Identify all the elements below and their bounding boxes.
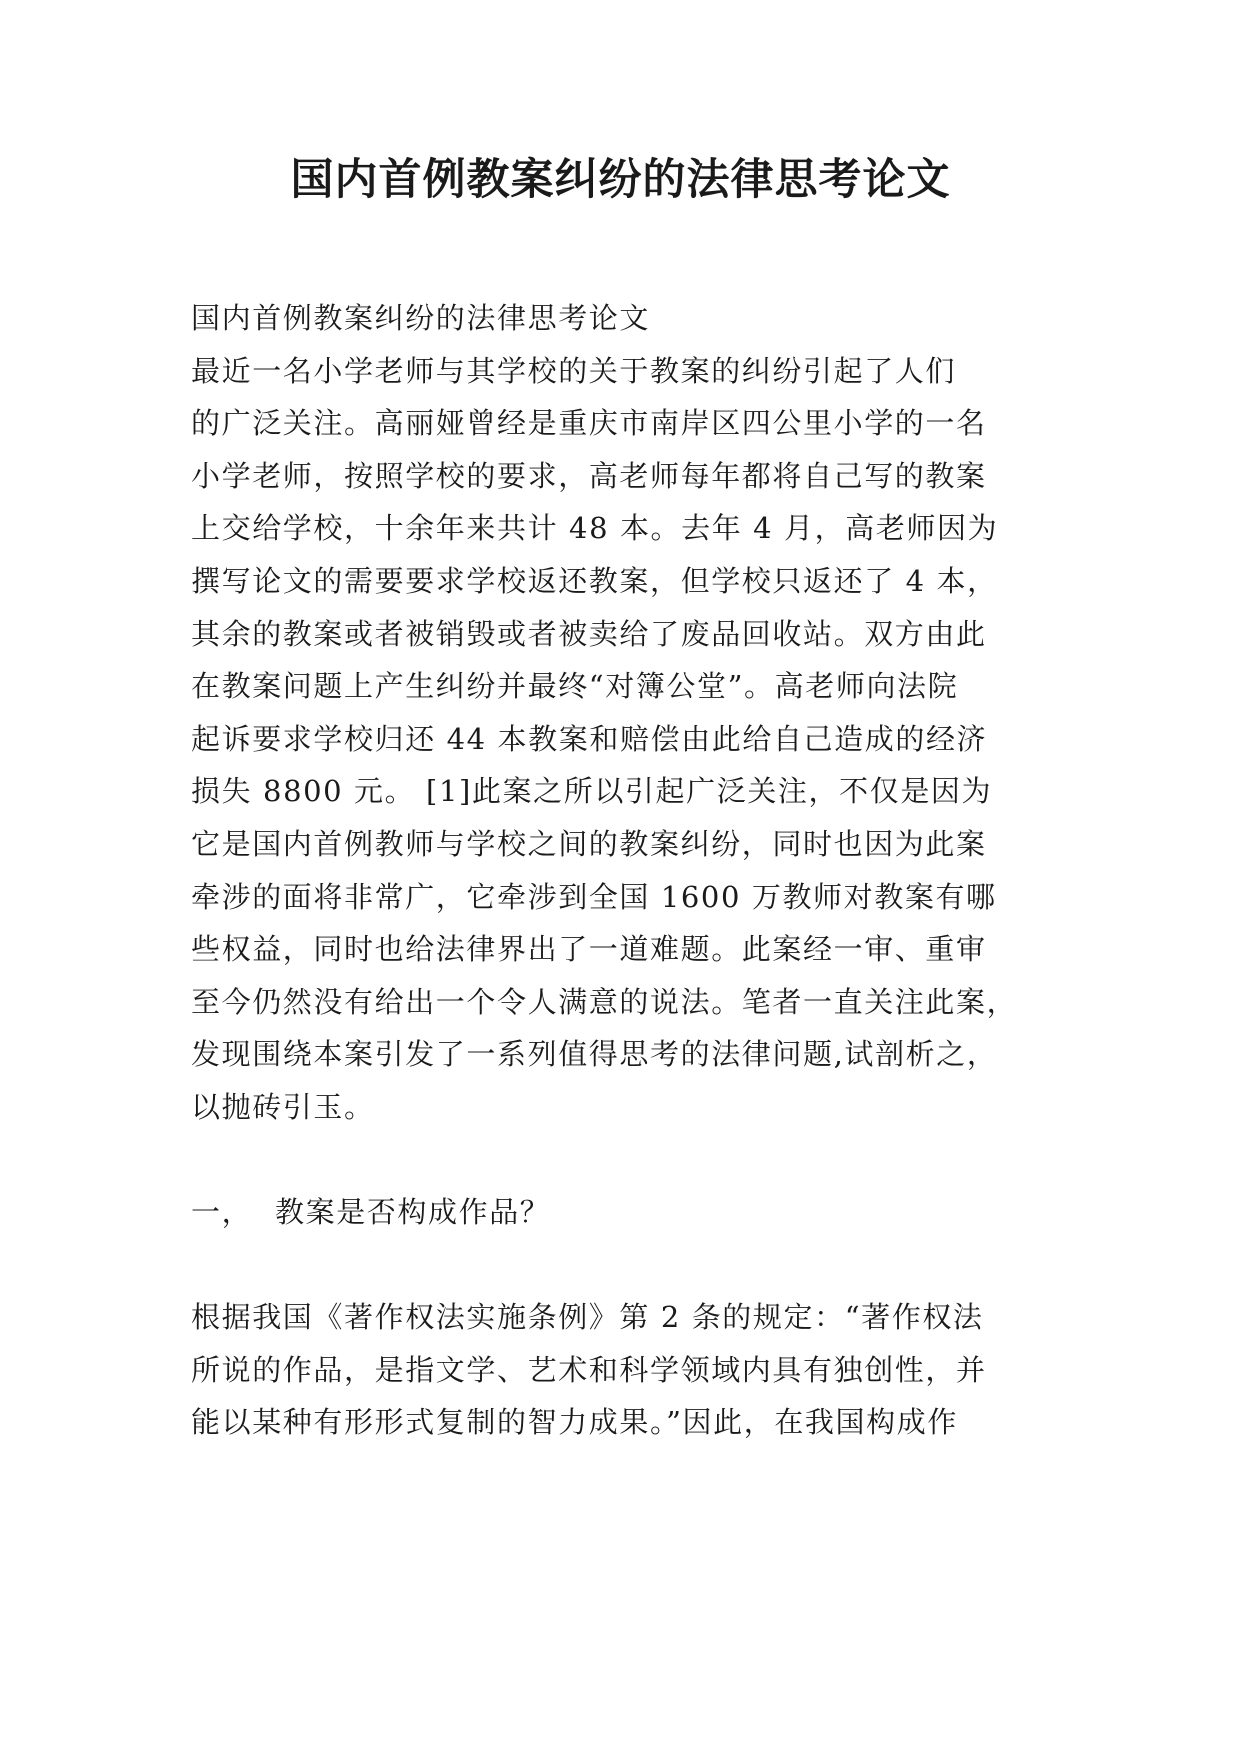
paragraph-line: 起诉要求学校归还 44 本教案和赔偿由此给自己造成的经济 — [191, 721, 988, 756]
intro-paragraph — [191, 345, 1071, 1134]
paragraph-line: 至今仍然没有给出一个令人满意的说法。笔者一直关注此案， — [191, 984, 1018, 1019]
section-number: 一， — [191, 1195, 253, 1230]
blank-line — [191, 1134, 1071, 1187]
paragraph-line: 小学老师，按照学校的要求，高老师每年都将自己写的教案 — [191, 458, 987, 493]
paragraph-line: 在教案问题上产生纠纷并最终“对簿公堂”。高老师向法院 — [191, 669, 959, 704]
section-heading-text: 教案是否构成作品？ — [275, 1195, 551, 1230]
paragraph-line: 其余的教案或者被销毁或者被卖给了废品回收站。双方由此 — [191, 616, 987, 651]
paragraph-line: 最近一名小学老师与其学校的关于教案的纠纷引起了人们 — [191, 353, 957, 388]
paragraph-line: 根据我国《著作权法实施条例》第 2 条的规定：“著作权法 — [191, 1300, 984, 1335]
subtitle-line: 国内首例教案纠纷的法律思考论文 — [191, 301, 651, 335]
paragraph-line: 牵涉的面将非常广，它牵涉到全国 1600 万教师对教案有哪 — [191, 879, 997, 914]
section-heading — [191, 1186, 1071, 1239]
paragraph-line: 以抛砖引玉。 — [191, 1089, 375, 1124]
paragraph-line: 的广泛关注。高丽娅曾经是重庆市南岸区四公里小学的一名 — [191, 406, 987, 441]
paragraph-line: 它是国内首例教师与学校之间的教案纠纷，同时也因为此案 — [191, 826, 987, 861]
section-paragraph — [191, 1291, 1071, 1449]
blank-line — [191, 1239, 1071, 1292]
paragraph-line: 发现围绕本案引发了一系列值得思考的法律问题,试剖析之， — [191, 1037, 998, 1072]
paragraph-line: 损失 8800 元。 [1]此案之所以引起广泛关注，不仅是因为 — [191, 774, 993, 809]
paragraph-line: 所说的作品，是指文学、艺术和科学领域内具有独创性，并 — [191, 1352, 987, 1387]
paragraph-line: 能以某种有形形式复制的智力成果。”因此，在我国构成作 — [191, 1405, 958, 1440]
paragraph-line: 上交给学校，十余年来共计 48 本。去年 4 月，高老师因为 — [191, 511, 999, 546]
document-title: 国内首例教案纠纷的法律思考论文 — [290, 155, 951, 205]
paragraph-line: 撰写论文的需要要求学校返还教案，但学校只返还了 4 本， — [191, 563, 998, 598]
document-body — [191, 292, 1071, 1449]
paragraph-line: 些权益，同时也给法律界出了一道难题。此案经一审、重审 — [191, 932, 987, 967]
